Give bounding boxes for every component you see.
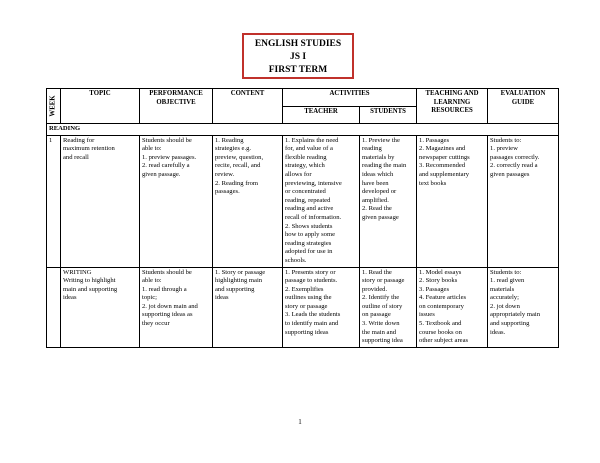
topic-cell — [61, 267, 140, 347]
cell-line: Students should be — [142, 136, 192, 144]
cell-line: WRITING — [63, 268, 92, 276]
cell-line: 2. jot down — [490, 302, 520, 310]
performance-objective-header: PERFORMANCE OBJECTIVE — [140, 89, 213, 124]
cell-line: for, and value of a — [285, 145, 333, 153]
cell-line: review. — [215, 170, 235, 178]
cell-line: on contemporary — [419, 302, 464, 310]
section-reading-label: READING — [47, 124, 559, 136]
cell-line: 3. Passages — [419, 285, 450, 293]
cell-line: newspaper cuttings — [419, 153, 470, 161]
cell-line: strategies e.g. — [215, 145, 252, 153]
cell-line: to identify main and — [285, 320, 339, 328]
cell-line: given passage. — [142, 170, 181, 178]
header-row-1 — [47, 89, 559, 107]
title-line-subject: ENGLISH STUDIES — [254, 39, 342, 49]
cell-line: materials by — [362, 153, 395, 161]
cell-line: ideas. — [490, 328, 506, 336]
cell-line: 1. Passages — [419, 136, 450, 144]
cell-line: other subject areas — [419, 337, 469, 345]
resources-cell — [417, 135, 488, 267]
cell-line: on passage — [362, 311, 391, 319]
cell-line: supporting ideas as — [142, 311, 193, 319]
table-row — [47, 267, 559, 347]
content-header: CONTENT — [213, 89, 283, 124]
cell-line: recall of information. — [285, 213, 342, 221]
cell-line: 1. preview passages. — [142, 153, 197, 161]
cell-line: 3. Leads the students — [285, 311, 341, 319]
students-header: STUDENTS — [360, 106, 417, 124]
cell-line: 2. Magazines and — [419, 145, 466, 153]
scheme-of-work-table — [46, 88, 559, 348]
cell-line: 1. preview — [490, 145, 518, 153]
cell-line: how to apply some — [285, 231, 335, 239]
cell-line: amplified. — [362, 196, 389, 204]
cell-line: adopted for use in — [285, 248, 333, 256]
cell-line: 1. Model essays — [419, 268, 462, 276]
cell-line: reading strategies — [285, 239, 332, 247]
performance-cell — [140, 267, 213, 347]
cell-line: 1. Preview the — [362, 136, 400, 144]
cell-line: topic; — [142, 294, 158, 302]
cell-line: 2. Identify the — [362, 294, 400, 302]
cell-line: ideas — [63, 294, 77, 302]
cell-line: schools. — [285, 256, 307, 264]
students-activity-cell — [360, 267, 417, 347]
cell-line: 1. Presents story or — [285, 268, 336, 276]
page-number: 1 — [298, 418, 302, 426]
cell-line: 1. read through a — [142, 285, 187, 293]
cell-line: 2. Exemplifies — [285, 285, 324, 293]
cell-line: passages correctly. — [490, 153, 540, 161]
cell-line: passages. — [215, 188, 240, 196]
content-cell — [213, 135, 283, 267]
cell-line: developed or — [362, 188, 397, 196]
cell-line: supporting ideas — [285, 328, 329, 336]
cell-line: maximum retention — [63, 145, 115, 153]
cell-line: story or passage — [285, 302, 328, 310]
cell-line: accurately; — [490, 294, 519, 302]
cell-line: 1. Story or passage — [215, 268, 266, 276]
resources-header: TEACHING AND LEARNING RESOURCES — [417, 89, 488, 124]
cell-line: 2. Story books — [419, 277, 458, 285]
cell-line: 2. read carefully a — [142, 162, 190, 170]
title-line-term: FIRST TERM — [268, 65, 328, 75]
cell-line: and recall — [63, 153, 89, 161]
cell-line: ideas — [215, 294, 229, 302]
cell-line: text books — [419, 179, 447, 187]
cell-line: strategy, which — [285, 162, 325, 170]
section-row — [47, 124, 559, 136]
cell-line: or concentrated — [285, 188, 326, 196]
performance-cell — [140, 135, 213, 267]
week-number — [47, 267, 61, 347]
cell-line: Reading for — [63, 136, 95, 144]
cell-line: appropriately main — [490, 311, 540, 319]
cell-line: they occur — [142, 320, 170, 328]
cell-line: Students should be — [142, 268, 192, 276]
cell-line: 2. jot down main and — [142, 302, 198, 310]
cell-line: 1. Reading — [215, 136, 244, 144]
cell-line: 3. Recommended — [419, 162, 466, 170]
cell-line: 4. Feature articles — [419, 294, 467, 302]
cell-line: 2. correctly read a — [490, 162, 538, 170]
cell-line: ideas which — [362, 170, 394, 178]
cell-line: given passage — [362, 213, 399, 221]
title-line-class: JS I — [289, 52, 307, 62]
cell-line: outline of story — [362, 302, 403, 310]
cell-line: outlines using the — [285, 294, 332, 302]
cell-line: reading, repeated — [285, 196, 331, 204]
cell-line: 1. read given — [490, 277, 525, 285]
cell-line: given passages — [490, 170, 530, 178]
cell-line: main and supporting — [63, 285, 118, 293]
document-title-box — [242, 33, 354, 79]
cell-line: passage to students. — [285, 277, 338, 285]
cell-line: Writing to highlight — [63, 277, 116, 285]
resources-cell — [417, 267, 488, 347]
teacher-activity-cell — [283, 135, 360, 267]
cell-line: preview, question, — [215, 153, 264, 161]
cell-line: reading and active — [285, 205, 334, 213]
topic-header: TOPIC — [61, 89, 140, 124]
cell-line: materials — [490, 285, 515, 293]
cell-line: issues — [419, 311, 435, 319]
cell-line: Students to: — [490, 268, 522, 276]
evaluation-cell — [488, 135, 559, 267]
cell-line: the main and — [362, 328, 397, 336]
cell-line: flexible reading — [285, 153, 327, 161]
teacher-activity-cell — [283, 267, 360, 347]
week-header: WEEK — [47, 89, 61, 124]
cell-line: reading the main — [362, 162, 407, 170]
cell-line: 5. Textbook and — [419, 320, 462, 328]
cell-line: story or passage — [362, 277, 405, 285]
cell-line: 2. Read the — [362, 205, 392, 213]
cell-line: 2. Reading from — [215, 179, 259, 187]
week-number: 1 — [47, 135, 61, 267]
cell-line: course books on — [419, 328, 462, 336]
cell-line: 3. Write down — [362, 320, 400, 328]
cell-line: previewing, intensive — [285, 179, 342, 187]
cell-line: and supporting — [215, 285, 255, 293]
table-row — [47, 135, 559, 267]
cell-line: able to: — [142, 277, 162, 285]
teacher-header: TEACHER — [283, 106, 360, 124]
cell-line: provided. — [362, 285, 388, 293]
activities-header: ACTIVITIES — [283, 89, 417, 107]
evaluation-header: EVALUATION GUIDE — [488, 89, 559, 124]
cell-line: and supporting — [490, 320, 530, 328]
cell-line: allows for — [285, 170, 312, 178]
cell-line: highlighting main — [215, 277, 263, 285]
cell-line: and supplementary — [419, 170, 470, 178]
cell-line: 1. Read the — [362, 268, 392, 276]
evaluation-cell — [488, 267, 559, 347]
cell-line: have been — [362, 179, 389, 187]
cell-line: 1. Explains the need — [285, 136, 339, 144]
cell-line: supporting idea — [362, 337, 403, 345]
cell-line: reading — [362, 145, 382, 153]
students-activity-cell — [360, 135, 417, 267]
cell-line: recite, recall, and — [215, 162, 261, 170]
cell-line: 2. Shows students — [285, 222, 333, 230]
cell-line: Students to: — [490, 136, 522, 144]
content-cell — [213, 267, 283, 347]
cell-line: able to: — [142, 145, 162, 153]
topic-cell — [61, 135, 140, 267]
